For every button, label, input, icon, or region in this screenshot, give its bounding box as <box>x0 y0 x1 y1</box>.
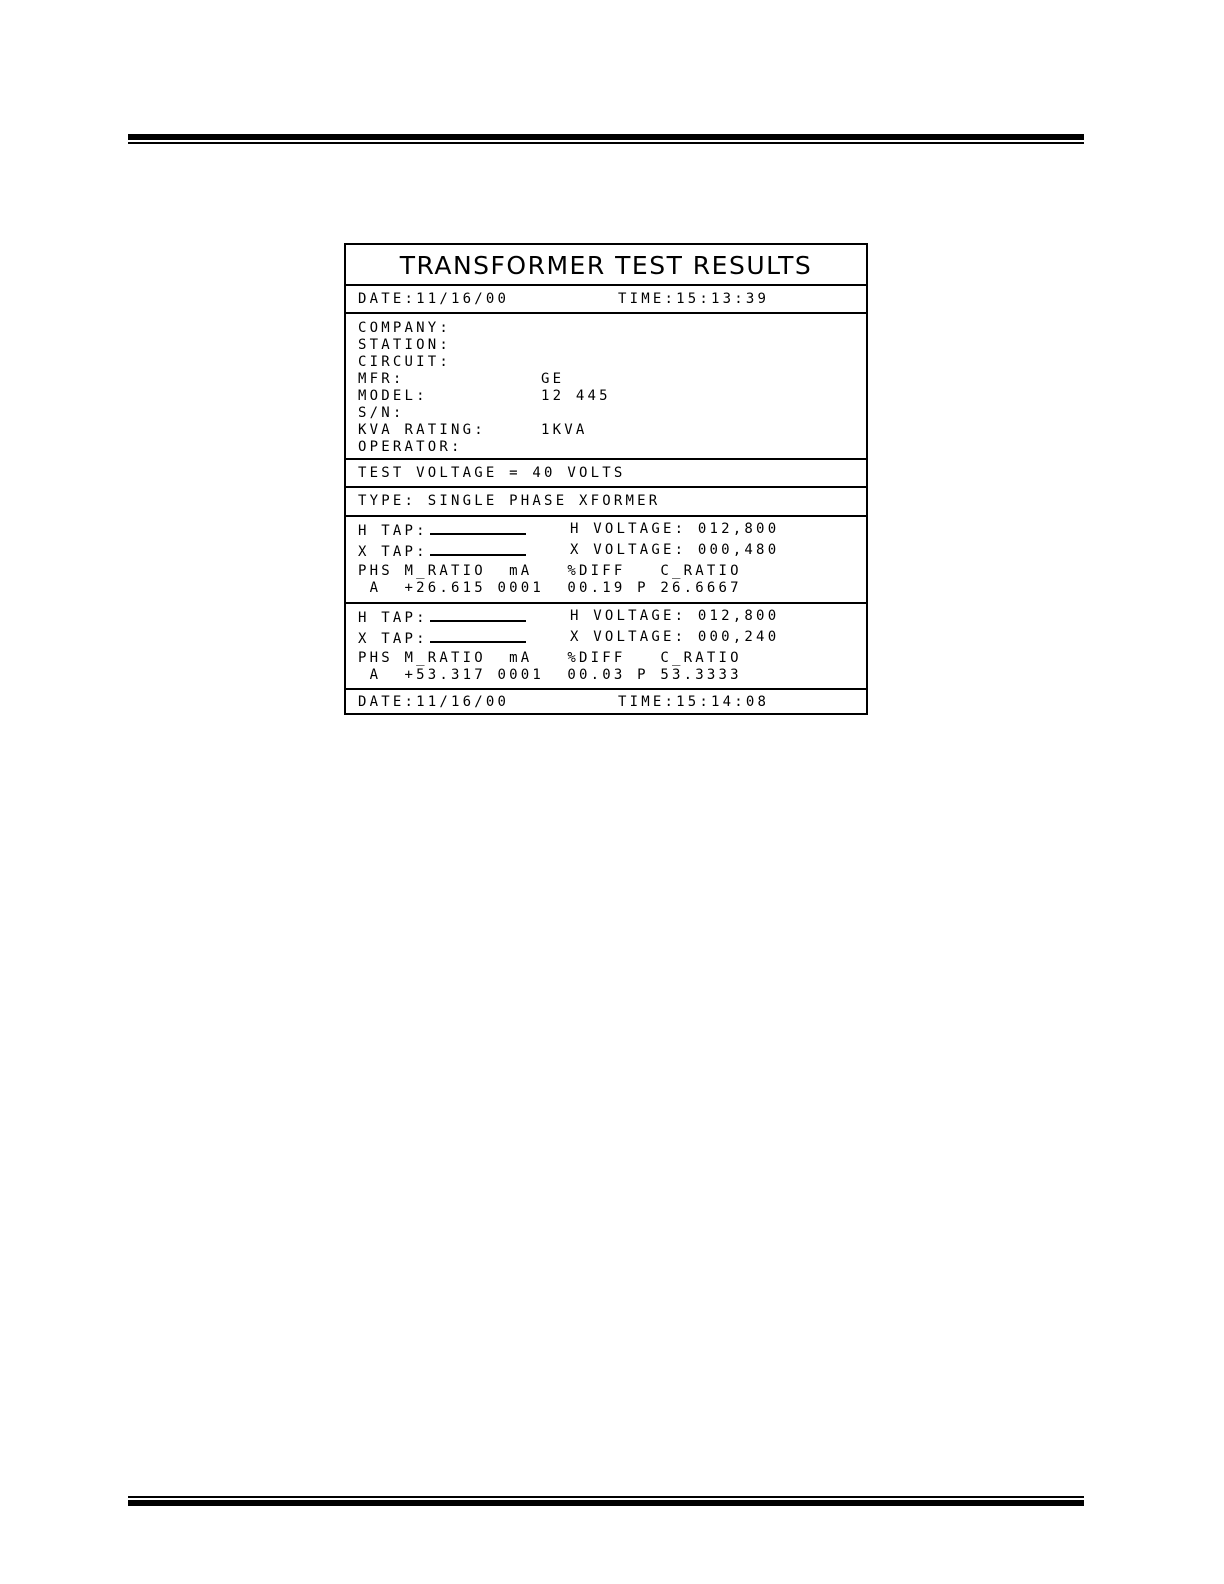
sn-label: S/N: <box>358 405 405 421</box>
h-voltage: H VOLTAGE: 012,800 <box>570 521 780 537</box>
test-results-printout <box>344 243 868 715</box>
results-row: A +53.317 0001 00.03 P 53.3333 <box>358 667 742 683</box>
results-columns: PHS M_RATIO mA %DIFF C_RATIO <box>358 563 742 579</box>
h-tap-label: H TAP: <box>358 523 428 539</box>
operator-label: OPERATOR: <box>358 439 463 455</box>
header-time: TIME:15:13:39 <box>618 291 770 307</box>
company-label: COMPANY: <box>358 320 452 336</box>
footer-section <box>346 690 866 715</box>
model-label: MODEL: <box>358 388 428 404</box>
header-date: DATE:11/16/00 <box>358 291 510 307</box>
x-tap-label: X TAP: <box>358 631 428 647</box>
test-block-1 <box>346 517 866 604</box>
h-tap-row <box>358 521 526 539</box>
h-tap-label: H TAP: <box>358 610 428 626</box>
x-tap-label: X TAP: <box>358 544 428 560</box>
test-voltage-section <box>346 460 866 488</box>
bottom-rule <box>128 1496 1084 1506</box>
mfr-value: GE <box>541 371 565 387</box>
kva-value: 1KVA <box>541 422 588 438</box>
transformer-type: TYPE: SINGLE PHASE XFORMER <box>358 493 661 509</box>
type-section <box>346 488 866 517</box>
title-section <box>346 245 866 286</box>
mfr-label: MFR: <box>358 371 405 387</box>
results-columns: PHS M_RATIO mA %DIFF C_RATIO <box>358 650 742 666</box>
footer-time: TIME:15:14:08 <box>618 694 770 710</box>
h-voltage: H VOLTAGE: 012,800 <box>570 608 780 624</box>
footer-date: DATE:11/16/00 <box>358 694 510 710</box>
bottom-rule-thick <box>128 1500 1084 1506</box>
x-tap-blank <box>430 629 526 643</box>
report-title: TRANSFORMER TEST RESULTS <box>399 251 813 280</box>
circuit-label: CIRCUIT: <box>358 354 452 370</box>
station-label: STATION: <box>358 337 452 353</box>
x-voltage: X VOLTAGE: 000,240 <box>570 629 780 645</box>
top-rule-thin <box>128 142 1084 144</box>
x-tap-row <box>358 629 526 647</box>
model-value: 12 445 <box>541 388 611 404</box>
x-tap-row <box>358 542 526 560</box>
results-row: A +26.615 0001 00.19 P 26.6667 <box>358 580 742 596</box>
kva-label: KVA RATING: <box>358 422 486 438</box>
test-block-2 <box>346 604 866 690</box>
h-tap-blank <box>430 608 526 622</box>
x-voltage: X VOLTAGE: 000,480 <box>570 542 780 558</box>
x-tap-blank <box>430 542 526 556</box>
h-tap-row <box>358 608 526 626</box>
info-section <box>346 314 866 460</box>
test-voltage: TEST VOLTAGE = 40 VOLTS <box>358 465 626 481</box>
header-section <box>346 286 866 314</box>
h-tap-blank <box>430 521 526 535</box>
top-rule <box>128 134 1084 144</box>
